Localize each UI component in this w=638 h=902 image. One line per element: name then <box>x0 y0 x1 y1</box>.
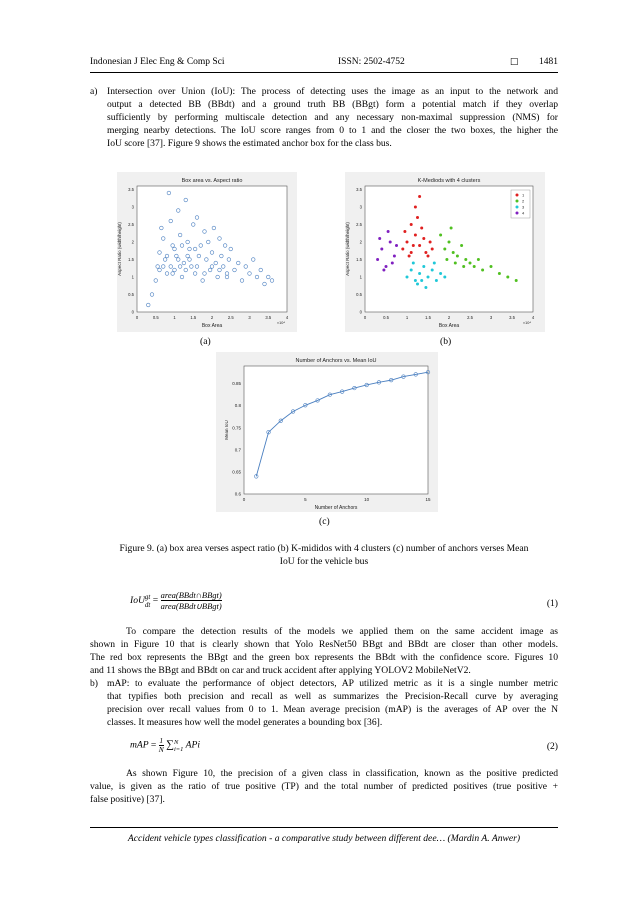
eq1-numerator: area(BBdt∩BBgt) <box>160 590 222 600</box>
data-point <box>406 241 409 244</box>
figure-9b-label: (b) <box>440 336 452 347</box>
paragraph-compare <box>90 625 558 677</box>
data-point <box>464 258 467 261</box>
data-point <box>433 262 436 265</box>
x-tick-label: 3.5 <box>509 315 515 320</box>
chart-title: Box area vs. Aspect ratio <box>181 178 243 184</box>
data-point <box>424 286 427 289</box>
issn: ISSN: 2502-4752 <box>338 57 405 67</box>
chart-title: K-Mediods with 4 clusters <box>417 178 481 184</box>
x-tick-label: 1.5 <box>425 315 431 320</box>
x-tick-label: 2 <box>447 315 451 320</box>
eq1-lhs: IoU gt dt <box>130 592 151 609</box>
list-label-a: a) <box>90 86 98 97</box>
data-point <box>431 248 434 251</box>
data-point <box>406 276 409 279</box>
paragraph-iou <box>107 85 558 150</box>
data-point <box>473 265 476 268</box>
data-point <box>416 216 419 219</box>
figure-9a-label: (a) <box>200 336 211 347</box>
data-point <box>378 237 381 240</box>
checkbox-icon: ☐ <box>510 58 519 68</box>
data-point <box>403 230 406 233</box>
data-point <box>439 272 442 275</box>
paragraph-precision <box>90 767 558 806</box>
data-point <box>462 265 465 268</box>
y-tick-label: 0 <box>131 309 134 315</box>
text-line: classes. It measures how well the model generates a bounding box [36]. <box>107 717 383 728</box>
scatter-box-area <box>117 172 297 332</box>
chart-title: Number of Anchors vs. Mean IoU <box>295 358 377 364</box>
y-tick-label: 3 <box>359 204 362 210</box>
data-point <box>435 279 438 282</box>
data-point <box>391 262 394 265</box>
y-tick-label: 0.85 <box>232 381 241 387</box>
x-tick-label: 4 <box>531 315 535 320</box>
caption-line-1: Figure 9. (a) box area verses aspect ratio (b) K-mididos with 4 clusters (c) number of anchors verses Mean <box>119 543 529 554</box>
data-point <box>424 251 427 254</box>
y-axis-label: Mean IoU <box>224 420 229 440</box>
equation-1: IoU gt dt = area(BBdt∩BBgt) area(BBdt∪BBgt) <box>130 590 222 611</box>
text-line: value, is given as the ratio of true positive (TP) and the total number of predicted positives (true positive + <box>90 781 558 792</box>
data-point <box>439 234 442 237</box>
line-anchors-iou <box>216 352 438 512</box>
y-tick-label: 1.5 <box>128 257 134 262</box>
equation-1-number: (1) <box>546 598 558 609</box>
x-exponent-label: ×10⁴ <box>276 321 285 325</box>
header-rule <box>90 72 558 73</box>
y-tick-label: 0.65 <box>232 469 241 475</box>
y-tick-label: 3.5 <box>356 187 362 192</box>
data-point <box>414 206 417 209</box>
x-tick-label: 0.5 <box>152 315 159 320</box>
x-tick-label: 2.5 <box>467 315 473 320</box>
plot-area <box>365 186 533 312</box>
data-point <box>452 251 455 254</box>
running-header <box>90 57 558 71</box>
x-tick-label: 5 <box>304 497 307 502</box>
list-label-b: b) <box>90 678 98 689</box>
data-point <box>460 244 463 247</box>
legend-label: 4 <box>522 210 525 216</box>
data-point <box>443 276 446 279</box>
data-point <box>408 255 411 258</box>
figure-9c <box>216 352 438 512</box>
y-tick-label: 2 <box>359 239 362 245</box>
data-point <box>420 227 423 230</box>
x-tick-label: 0.5 <box>383 315 389 320</box>
text-line: sufficiently by performing multiscale detection and any necessary non-maximal suppression (NMS) for <box>107 112 558 123</box>
journal-name: Indonesian J Elec Eng & Comp Sci <box>90 57 225 67</box>
data-point <box>422 237 425 240</box>
data-point <box>456 255 459 258</box>
eq1-fraction <box>161 590 222 611</box>
y-tick-label: 0 <box>359 309 362 315</box>
equation-2-number: (2) <box>546 741 558 752</box>
data-point <box>422 265 425 268</box>
data-point <box>385 265 388 268</box>
text-line: As shown Figure 10, the precision of a given class in classification, known as the positive predicted <box>126 768 558 779</box>
x-tick-label: 4 <box>285 315 289 320</box>
data-point <box>412 262 415 265</box>
data-point <box>410 223 413 226</box>
data-point <box>418 195 421 198</box>
figure-9a <box>117 172 297 332</box>
y-tick-label: 0.7 <box>234 447 241 453</box>
data-point <box>498 272 501 275</box>
y-tick-label: 2.5 <box>128 222 134 227</box>
data-point <box>427 276 430 279</box>
x-tick-label: 3 <box>489 315 493 320</box>
y-axis-label: Aspect Ratio (width/height) <box>345 222 350 276</box>
data-point <box>376 258 379 261</box>
data-point <box>393 255 396 258</box>
text-line: merging nearby detections. The IoU score ranges from 0 to 1 and the closer the two boxes, the higher the <box>107 125 558 136</box>
data-point <box>454 262 457 265</box>
data-point <box>389 241 392 244</box>
y-tick-label: 3.5 <box>128 187 134 192</box>
text-line: false positive) [37]. <box>90 794 165 805</box>
eq1-denominator: area(BBdt∪BBgt) <box>160 601 222 611</box>
x-tick-label: 1.5 <box>190 315 197 320</box>
x-axis-label: Number of Anchors <box>314 505 358 511</box>
data-point <box>427 255 430 258</box>
x-tick-label: 0 <box>363 315 367 320</box>
legend-marker <box>516 200 519 203</box>
text-line: that typifies both precision and recall as well as summarizes the Precision-Recall curve by averaging <box>107 691 558 702</box>
data-point <box>412 244 415 247</box>
x-tick-label: 2.5 <box>227 315 234 320</box>
x-tick-label: 0 <box>135 315 139 320</box>
y-tick-label: 0.6 <box>234 491 241 497</box>
y-tick-label: 0.5 <box>128 292 134 297</box>
data-point <box>506 276 509 279</box>
data-point <box>477 258 480 261</box>
data-point <box>418 272 421 275</box>
legend-marker <box>516 206 519 209</box>
x-axis-label: Box Area <box>201 323 223 329</box>
data-point <box>448 241 451 244</box>
y-tick-label: 0.5 <box>356 292 362 297</box>
y-tick-label: 3 <box>131 204 134 210</box>
data-point <box>445 258 448 261</box>
x-tick-label: 0 <box>242 497 246 502</box>
data-point <box>380 248 383 251</box>
data-point <box>414 234 417 237</box>
legend-label: 1 <box>522 192 525 198</box>
figure-9c-label: (c) <box>319 516 330 527</box>
data-point <box>418 244 421 247</box>
text-line: To compare the detection results of the models we applied them on the same accident image as <box>126 626 558 637</box>
text-line: and 11 shows the BBgt and BBdt on car and truck accident after applying YOLOV2 MobileNetV2. <box>90 665 471 676</box>
x-tick-label: 10 <box>364 497 370 502</box>
text-line: shown in Figure 10 that is clearly shown that Yolo ResNet50 BBgt and BBdt are closer than other models. <box>90 639 558 650</box>
text-line: output a detected BB (BBdt) and a ground truth BB (BBgt) form a potential match if they overlap <box>107 99 558 110</box>
x-tick-label: 3 <box>248 315 251 320</box>
data-point <box>431 269 434 272</box>
y-tick-label: 0.8 <box>234 403 241 409</box>
data-point <box>410 251 413 254</box>
x-exponent-label: ×10⁴ <box>522 321 531 325</box>
legend-marker <box>516 194 519 197</box>
figure-9b <box>345 172 545 332</box>
x-tick-label: 2 <box>210 315 214 320</box>
y-tick-label: 1 <box>131 274 134 280</box>
y-tick-label: 2 <box>131 239 134 245</box>
text-line: The red box represents the BBgt and the green box represents the BBdt with the confidence score. Figures 10 <box>90 652 558 663</box>
y-tick-label: 1 <box>359 274 362 280</box>
data-point <box>490 265 493 268</box>
data-point <box>414 279 417 282</box>
data-point <box>515 279 518 282</box>
data-point <box>481 269 484 272</box>
text-line: Intersection over Union (IoU): The process of detecting uses the image as an input to the network and <box>107 86 558 97</box>
legend-box <box>511 190 530 218</box>
plot-area <box>137 186 287 312</box>
y-axis-label: Aspect Ratio (width/height) <box>117 222 122 276</box>
data-point <box>429 241 432 244</box>
data-point <box>382 269 385 272</box>
x-axis-label: Box Area <box>438 323 460 329</box>
data-point <box>410 269 413 272</box>
x-tick-label: 3.5 <box>265 315 272 320</box>
data-point <box>420 279 423 282</box>
paragraph-map <box>107 677 558 729</box>
legend-label: 2 <box>522 198 525 204</box>
equation-2: mAP = $\frac{1}{N}$ ∑ N i=1 APi <box>130 736 201 754</box>
data-point <box>469 262 472 265</box>
x-tick-label: 1 <box>173 315 176 320</box>
running-footer: Accident vehicle types classification - a comparative study between different dee… (Mardin A. Anwer) <box>127 833 521 844</box>
y-tick-label: 0.75 <box>232 425 241 431</box>
y-tick-label: 2.5 <box>356 222 362 227</box>
text-line: precision over recall values from 0 to 1. Mean average precision (mAP) is the averages of AP over the N <box>107 704 558 715</box>
footer-rule <box>90 827 558 828</box>
data-point <box>450 227 453 230</box>
text-line: mAP: to evaluate the performance of object detectors, AP utilized metric as it is a single number metric <box>107 678 558 689</box>
data-point <box>416 283 419 286</box>
data-point <box>387 230 390 233</box>
text-line: IoU score [37]. Figure 9 shows the estimated anchor box for the class bus. <box>107 138 392 149</box>
y-tick-label: 1.5 <box>356 257 362 262</box>
data-point <box>443 248 446 251</box>
x-tick-label: 15 <box>425 497 431 502</box>
legend-marker <box>516 212 519 215</box>
caption-line-2: IoU for the vehicle bus <box>279 556 369 567</box>
x-tick-label: 1 <box>405 315 409 320</box>
figure-9-caption <box>90 542 558 568</box>
data-point <box>395 244 398 247</box>
page-number: 1481 <box>539 57 558 67</box>
legend-label: 3 <box>522 204 525 210</box>
plot-area <box>244 366 428 494</box>
scatter-kmedoids <box>345 172 545 332</box>
data-point <box>401 248 404 251</box>
